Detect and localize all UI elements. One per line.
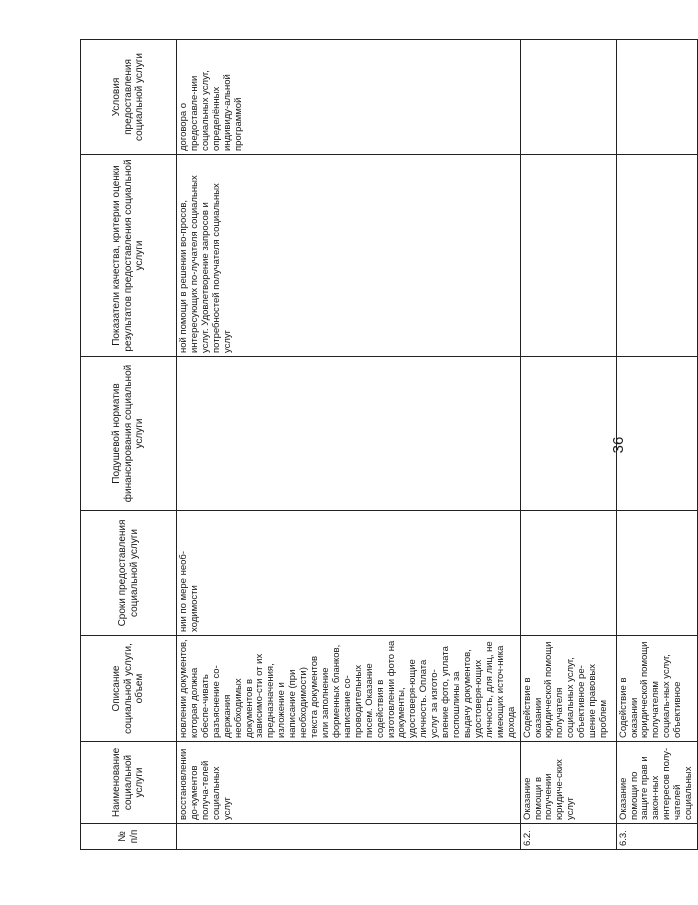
cell-norm [520, 357, 616, 511]
cell-terms: нии по мере необ-ходимости [177, 511, 521, 636]
cell-conditions [616, 40, 697, 155]
cell-quality [616, 155, 697, 357]
header-conditions: Условия предоставления социальной услуги [81, 40, 177, 155]
cell-terms [616, 511, 697, 636]
table-row [520, 40, 616, 850]
table-header-row [81, 40, 177, 850]
cell-description: Содействие в оказании юридической помощи получателя социальных услуг, объективное ре-шение правовых проблем [520, 636, 616, 742]
cell-num [177, 824, 521, 850]
cell-name: Оказание помощи по защите прав и закон-ных интересов полу-чателей социальных [616, 742, 697, 824]
cell-conditions [520, 40, 616, 155]
cell-name: восстановлении до-кументов получа-телей социальных услуг [177, 742, 521, 824]
cell-quality: ной помощи в решении во-просов, интересующих по-лучателя социальных услуг. Удовлетворение запросов и потребностей получателя социальных услуг [177, 155, 521, 357]
table-row [616, 40, 697, 850]
header-description: Описание социальной услуги, объем [81, 636, 177, 742]
cell-norm [177, 357, 521, 511]
header-quality: Показатели качества, критерии оценки результатов предоставления социальной услуги [81, 155, 177, 357]
rotated-page [80, 40, 695, 850]
table-row [177, 40, 521, 850]
page-number: 36 [610, 436, 627, 454]
cell-num: 6.2. [520, 824, 616, 850]
header-name: Наименование социальной услуги [81, 742, 177, 824]
cell-terms [520, 511, 616, 636]
cell-name: Оказание помощи в получении юридиче-ских услуг [520, 742, 616, 824]
cell-conditions: договора о предоставле-нии социальных услуг, определённых индивиду-альной программой [177, 40, 521, 155]
cell-num: 6.3. [616, 824, 697, 850]
header-norm: Подушевой норматив финансирования социальной услуги [81, 357, 177, 511]
services-table [80, 39, 698, 850]
cell-description: новлении документов, которая должна обеспе-чивать разъяснение со-держания необходимых документов в зависимо-сти от их предназначения, изложение и написание (при необходимости) текста документов или заполнение форменных бланков, написание со-проводительных писем. Оказание содействия в изготовлении фото на документы, удостоверя-ющие личность. Оплата услуг за изгото-вление фото, уплата госпошлины за выдачу документов, удостоверя-ющих личность, для лиц, не имеющих источ-ника дохода [177, 636, 521, 742]
cell-description: Содействие в оказании юридической помощи получателям социаль-ных услуг, объективное [616, 636, 697, 742]
cell-quality [520, 155, 616, 357]
header-terms: Сроки предоставления социальной услуги [81, 511, 177, 636]
header-num: № п/п [81, 824, 177, 850]
cell-norm [616, 357, 697, 511]
